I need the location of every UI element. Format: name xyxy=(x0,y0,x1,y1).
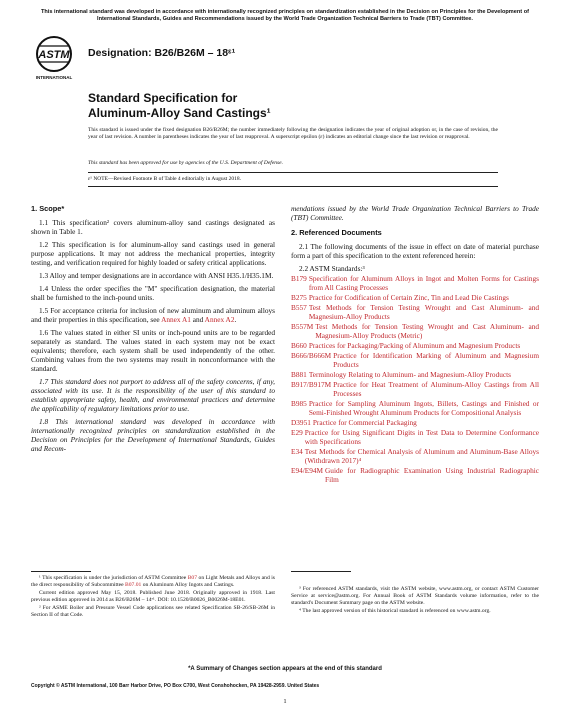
reference-code-link[interactable]: B179 xyxy=(291,274,307,283)
reference-title-link[interactable]: Practice for Commercial Packaging xyxy=(312,418,417,427)
reference-title-link[interactable]: Test Methods for Tension Testing Wrought and Cast Aluminum- and Magnesium-Alloy Products (Metric) xyxy=(315,322,539,340)
reference-title-link[interactable]: Practice for Heat Treatment of Aluminum-Alloy Castings from All Processes xyxy=(333,380,539,398)
reference-code-link[interactable]: E29 xyxy=(291,428,303,437)
committee-b07-link[interactable]: B07 xyxy=(187,575,198,581)
wto-notice: This international standard was developed in accordance with internationally recognized principles on standardization established in the Decision on Principles for the Development of International Standards, Guides and Recommendations issued by the World Trade Organization Technical Barriers to Trade (TBT) Committee. xyxy=(41,9,529,22)
reference-item[interactable] xyxy=(291,322,539,340)
para-2-2: 2.2 ASTM Standards:³ xyxy=(299,264,365,273)
footnote-4: ⁴ The last approved version of this historical standard is referenced on www.astm.org. xyxy=(299,608,491,614)
para-1-4: 1.4 Unless the order specifies the "M" specification designation, the material shall be furnished to the inch-pound units. xyxy=(31,284,275,302)
reference-code-link[interactable]: B557M xyxy=(291,322,314,331)
reference-item[interactable] xyxy=(291,293,539,302)
footnote-1: ¹ This specification is under the jurisdiction of ASTM Committee B07 on Light Metals and Alloys and is the direct responsibility of Subcommittee B07.01 on Aluminum Alloy Ingots and Castings. xyxy=(31,575,275,588)
footnotes-right xyxy=(291,586,539,616)
reference-title-link[interactable]: Practice for Sampling Aluminum Ingots, Billets, Castings and Finished or Semi-Finished Wrought Aluminum Products for Compositional Analysis xyxy=(308,399,539,417)
reference-code-link[interactable]: B660 xyxy=(291,341,307,350)
scope-section xyxy=(31,204,275,457)
reference-item[interactable] xyxy=(291,447,539,465)
reference-title-link[interactable]: Practices for Packaging/Packing of Aluminum and Magnesium Products xyxy=(308,341,521,350)
reference-title-link[interactable]: Guide for Radiographic Examination Using Industrial Radiographic Film xyxy=(325,466,539,484)
reference-item[interactable] xyxy=(291,370,539,379)
para-1-5: 1.5 For acceptance criteria for inclusion of new aluminum and aluminum alloys and their properties in this specification, see Annex A1 and Annex A2. xyxy=(31,306,275,324)
annex-a2-link[interactable]: Annex A2 xyxy=(204,315,235,324)
footnotes-left xyxy=(31,575,275,620)
reference-item[interactable] xyxy=(291,466,539,484)
reference-code-link[interactable]: B275 xyxy=(291,293,307,302)
reference-code-link[interactable]: E94/E94M xyxy=(291,466,324,475)
referenced-standards-list xyxy=(291,274,539,484)
reference-item[interactable] xyxy=(291,274,539,292)
reference-code-link[interactable]: B557 xyxy=(291,303,307,312)
issuance-note: This standard is issued under the fixed designation B26/B26M; the number immediately following the designation indicates the year of original adoption or, in the case of revision, the year of last revision. A number in parentheses indicates the year of last reapproval. A superscript epsilon (ε) indicates an editorial change since the last revision or reapproval. xyxy=(88,127,498,140)
reference-title-link[interactable]: Terminology Relating to Aluminum- and Magnesium-Alloy Products xyxy=(308,370,511,379)
reference-title-link[interactable]: Test Methods for Tension Testing Wrought and Cast Aluminum- and Magnesium-Alloy Products xyxy=(308,303,539,321)
reference-title-link[interactable]: Test Methods for Chemical Analysis of Aluminum and Aluminum-Base Alloys (Withdrawn 2017)⁴ xyxy=(304,447,539,465)
reference-item[interactable] xyxy=(291,428,539,446)
reference-item[interactable] xyxy=(291,418,539,427)
page-number: 1 xyxy=(283,698,287,705)
summary-of-changes-note: *A Summary of Changes section appears at the end of this standard xyxy=(188,666,382,672)
divider xyxy=(88,172,498,173)
reference-code-link[interactable]: B666/B666M xyxy=(291,351,332,360)
designation: Designation: B26/B26M – 18ᵋ¹ xyxy=(88,47,236,59)
scope-heading: 1. Scope* xyxy=(31,204,65,213)
epsilon-note: ε¹ NOTE—Revised Footnote B of Table 4 editorially in August 2018. xyxy=(88,176,242,182)
reference-item[interactable] xyxy=(291,341,539,350)
references-section xyxy=(291,204,539,485)
reference-code-link[interactable]: B985 xyxy=(291,399,307,408)
subcommittee-b0701-link[interactable]: B07.01 xyxy=(125,582,142,588)
document-title xyxy=(88,91,488,121)
para-1-7: 1.7 This standard does not purport to address all of the safety concerns, if any, associated with its use. It is the responsibility of the user of this standard to establish appropriate safety, health, and environmental practices and determine the applicability of regulatory limitations prior to use. xyxy=(31,377,275,413)
footnote-divider xyxy=(291,571,351,572)
para-1-8: 1.8 This international standard was developed in accordance with internationally recognized principles on standardization established in the Decision on Principles for the Development of International Standards, Guides and Recom- xyxy=(31,417,275,453)
copyright-line: Copyright © ASTM International, 100 Barr Harbor Drive, PO Box C700, West Conshohocken, PA 19428-2959. United States xyxy=(31,683,320,689)
title-line-1: Standard Specification for xyxy=(88,91,238,105)
para-1-3: 1.3 Alloy and temper designations are in accordance with ANSI H35.1/H35.1M. xyxy=(39,271,274,280)
para-1-2: 1.2 This specification is for aluminum-alloy sand castings used in general purpose applications. It may not address the mechanical properties, integrity testing, and verification required for highly loaded or safety critical applications. xyxy=(31,240,275,267)
footnote-2: ² For ASME Boiler and Pressure Vessel Code applications see related Specification SB-26/SB-26M in Section II of that Code. xyxy=(31,605,275,618)
astm-logo-icon xyxy=(32,34,76,82)
reference-title-link[interactable]: Practice for Codification of Certain Zinc, Tin and Lead Die Castings xyxy=(308,293,509,302)
footnote-1-edition: Current edition approved May 15, 2018. Published June 2018. Originally approved in 1918. Last previous edition approved in 2014 as B26/B26M – 14ᵉ¹. DOI: 10.1520/B0026_B0026M-18E01. xyxy=(31,590,275,603)
reference-item[interactable] xyxy=(291,351,539,369)
reference-item[interactable] xyxy=(291,380,539,398)
title-line-2: Aluminum-Alloy Sand Castings¹ xyxy=(88,106,271,120)
reference-code-link[interactable]: E34 xyxy=(291,447,303,456)
reference-item[interactable] xyxy=(291,303,539,321)
references-heading: 2. Referenced Documents xyxy=(291,228,382,237)
footnote-divider xyxy=(31,571,91,572)
approval-note: This standard has been approved for use by agencies of the U.S. Department of Defense. xyxy=(88,160,283,166)
reference-title-link[interactable]: Practice for Identification Marking of Aluminum and Magnesium Products xyxy=(333,351,539,369)
para-1-6: 1.6 The values stated in either SI units or inch-pound units are to be regarded separately as standard. The values stated in each system may not be exact equivalents; therefore, each system shall be used independently of the other. Combining values from the two systems may result in nonconformance with the standard. xyxy=(31,328,275,373)
reference-code-link[interactable]: B881 xyxy=(291,370,307,379)
footnote-3: ³ For referenced ASTM standards, visit the ASTM website, www.astm.org, or contact ASTM Customer Service at service@astm.org. For Annual Book of ASTM Standards volume information, refer to the standard's Document Summary page on the ASTM website. xyxy=(291,586,539,606)
reference-item[interactable] xyxy=(291,399,539,417)
reference-code-link[interactable]: B917/B917M xyxy=(291,380,332,389)
reference-title-link[interactable]: Practice for Using Significant Digits in Test Data to Determine Conformance with Specifications xyxy=(304,428,539,446)
para-1-8-continued: mendations issued by the World Trade Organization Technical Barriers to Trade (TBT) Committee. xyxy=(291,204,539,222)
para-2-1: 2.1 The following documents of the issue in effect on date of material purchase form a part of this specification to the extent referenced herein: xyxy=(291,242,539,260)
svg-text:ASTM: ASTM xyxy=(38,49,70,61)
para-1-1: 1.1 This specification² covers aluminum-alloy sand castings designated as shown in Table 1. xyxy=(31,218,275,236)
reference-code-link[interactable]: D3951 xyxy=(291,418,311,427)
divider xyxy=(88,186,498,187)
svg-text:INTERNATIONAL: INTERNATIONAL xyxy=(35,75,73,80)
annex-a1-link[interactable]: Annex A1 xyxy=(161,315,191,324)
reference-title-link[interactable]: Specification for Aluminum Alloys in Ingot and Molten Forms for Castings from All Casting Processes xyxy=(308,274,539,292)
